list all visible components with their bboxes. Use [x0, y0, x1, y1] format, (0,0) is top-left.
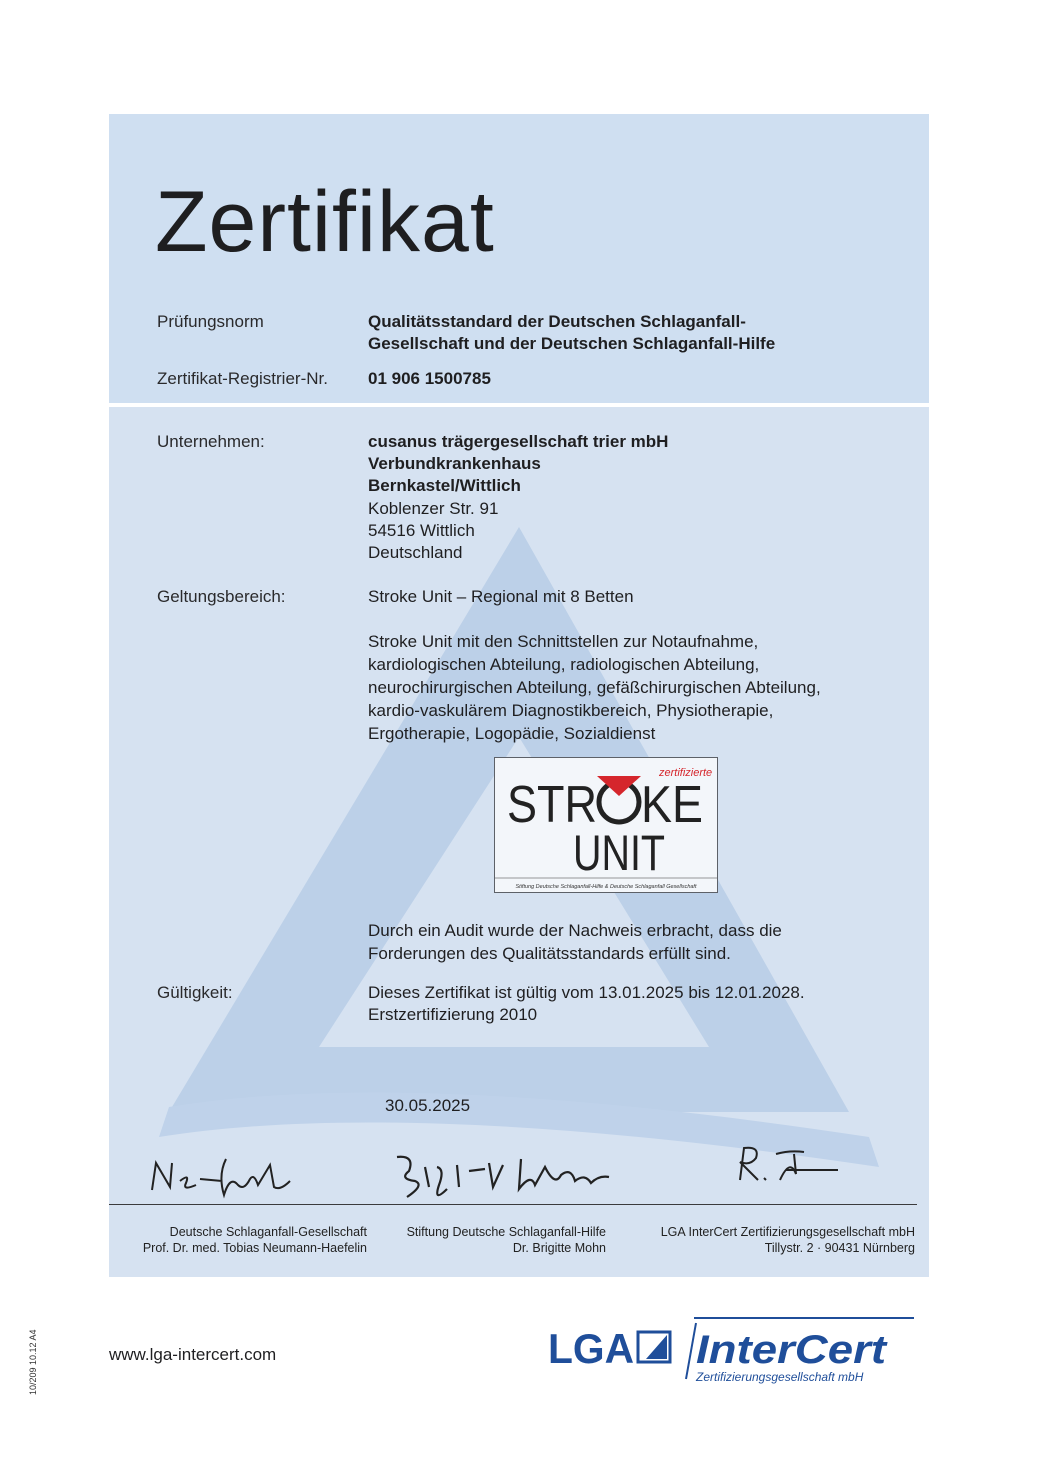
- scope-detail-line: Ergotherapie, Logopädie, Sozialdienst: [368, 724, 656, 743]
- signature-brigitte-mohn: [385, 1145, 620, 1210]
- signature-lga-intercert: [730, 1140, 845, 1190]
- company-line: Bernkastel/Wittlich: [368, 476, 521, 495]
- signatory-org: Stiftung Deutsche Schlaganfall-Hilfe: [406, 1225, 606, 1239]
- signatory-lga-intercert: [615, 1224, 915, 1256]
- registration-number: 01 906 1500785: [368, 369, 491, 388]
- audit-line: Forderungen des Qualitätsstandards erfüllt sind.: [368, 944, 731, 963]
- signature-line: [109, 1204, 917, 1205]
- norm-value-line1: Qualitätsstandard der Deutschen Schlaganfall-: [368, 312, 746, 331]
- scope-value: Stroke Unit – Regional mit 8 Betten: [368, 587, 634, 606]
- signatory-org: Deutsche Schlaganfall-Gesellschaft: [169, 1225, 367, 1239]
- side-document-code: 10/209 10.12 A4: [28, 1329, 38, 1395]
- scope-detail-line: kardio-vaskulärem Diagnostikbereich, Physiotherapie,: [368, 701, 774, 720]
- certificate-title: Zertifikat: [155, 174, 495, 270]
- company-label: Unternehmen:: [157, 432, 265, 451]
- signatory-stiftung-schlaganfall-hilfe: [376, 1224, 606, 1256]
- logo-small-text: zertifizierte: [659, 767, 713, 779]
- scope-detail-line: Stroke Unit mit den Schnittstellen zur Notaufnahme,: [368, 632, 759, 651]
- signatory-person: Dr. Brigitte Mohn: [512, 1241, 606, 1255]
- signatory-org: LGA InterCert Zertifizierungsgesellschaft mbH: [660, 1225, 915, 1239]
- logo-lga-text: LGA: [548, 1325, 634, 1372]
- signatory-deutsche-schlaganfall-gesellschaft: [109, 1224, 367, 1256]
- audit-line: Durch ein Audit wurde der Nachweis erbracht, dass die: [368, 921, 782, 940]
- validity-label: Gültigkeit:: [157, 983, 233, 1002]
- lga-intercert-logo: [546, 1315, 918, 1387]
- stroke-unit-logo-graphic: [495, 758, 717, 892]
- validity-line: Dieses Zertifikat ist gültig vom 13.01.2025 bis 12.01.2028.: [368, 983, 805, 1002]
- stroke-unit-logo: [494, 757, 718, 893]
- norm-label: Prüfungsnorm: [157, 312, 264, 331]
- logo-intercert-text: InterCert: [696, 1328, 888, 1372]
- address-line: 54516 Wittlich: [368, 521, 475, 540]
- issue-date: 30.05.2025: [385, 1096, 471, 1115]
- logo-word-ke: KE: [641, 776, 703, 834]
- signature-neumann-haefelin: [140, 1145, 320, 1205]
- logo-word-unit: UNIT: [573, 825, 665, 881]
- logo-footer-text: Stiftung Deutsche Schlaganfall-Hilfe & Deutsche Schlaganfall Gesellschaft: [515, 884, 697, 890]
- company-line: cusanus trägergesellschaft trier mbH: [368, 432, 669, 451]
- company-line: Verbundkrankenhaus: [368, 454, 541, 473]
- scope-detail-line: kardiologischen Abteilung, radiologischen Abteilung,: [368, 655, 760, 674]
- scope-label: Geltungsbereich:: [157, 587, 286, 606]
- registration-label: Zertifikat-Registrier-Nr.: [157, 369, 328, 388]
- logo-intercert-subtitle: Zertifizierungsgesellschaft mbH: [696, 1370, 864, 1384]
- signatory-person: Prof. Dr. med. Tobias Neumann-Haefelin: [142, 1241, 367, 1255]
- logo-word-str: STR: [507, 776, 597, 834]
- address-line: Deutschland: [368, 543, 463, 562]
- signatory-person: Tillystr. 2 · 90431 Nürnberg: [764, 1241, 915, 1255]
- address-line: Koblenzer Str. 91: [368, 499, 499, 518]
- norm-value-line2: Gesellschaft und der Deutschen Schlaganfall-Hilfe: [368, 334, 776, 353]
- website-link[interactable]: www.lga-intercert.com: [109, 1345, 277, 1364]
- validity-line: Erstzertifizierung 2010: [368, 1005, 538, 1024]
- scope-detail-line: neurochirurgischen Abteilung, gefäßchirurgischen Abteilung,: [368, 678, 821, 697]
